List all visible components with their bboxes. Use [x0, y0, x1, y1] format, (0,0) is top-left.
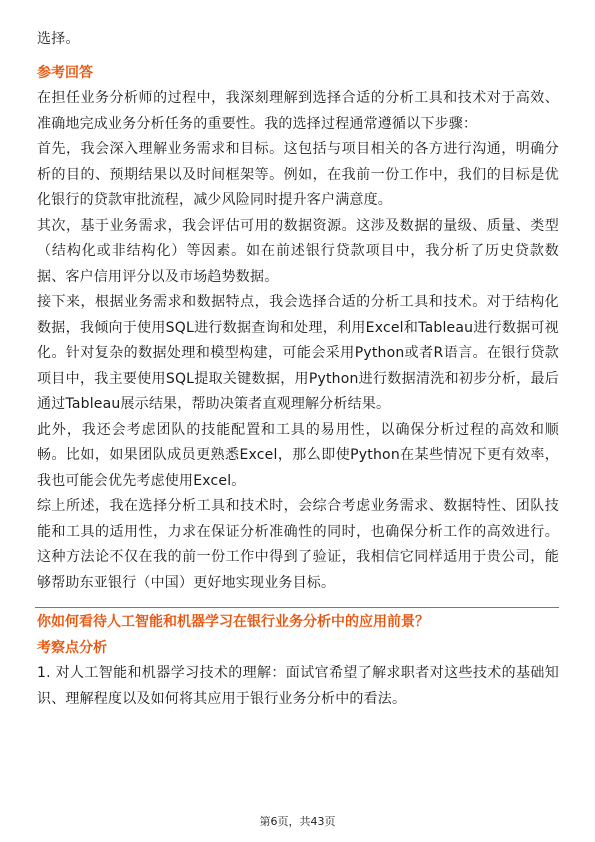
answer-paragraph: 综上所述，我在选择分析工具和技术时，会综合考虑业务需求、数据特性、团队技能和工具的适用性，力求在保证分析准确性的同时，也确保分析工作的高效进行。这种方法论不仅在我的前一份工作中得到了验证，我相信它同样适用于贵公司，能够帮助东亚银行（中国）更好地实现业务目标。 — [37, 498, 559, 591]
section-divider — [35, 607, 559, 608]
answer-paragraph: 首先，我会深入理解业务需求和目标。这包括与项目相关的各方进行沟通，明确分析的目的、预期结果以及时间框架等。例如，在我前一份工作中，我们的目标是优化银行的贷款审批流程，减少风险同时提升客户满意度。 — [37, 141, 559, 208]
analysis-label: 考察点分析 — [37, 639, 107, 656]
page-content — [37, 27, 559, 712]
answer-paragraph: 此外，我还会考虑团队的技能配置和工具的易用性，以确保分析过程的高效和顺畅。比如，如果团队成员更熟悉Excel，那么即使Python在某些情况下更有效率，我也可能会优先考虑使用Excel。 — [37, 421, 559, 489]
question-heading: 你如何看待人工智能和机器学习在银行业务分析中的应用前景？ — [37, 614, 429, 630]
analysis-paragraph: 1. 对人工智能和机器学习技术的理解：面试官希望了解求职者对这些技术的基础知识、理解程度以及如何将其应用于银行业务分析中的看法。 — [37, 665, 559, 707]
top-fragment: 选择。 — [37, 31, 80, 47]
page-footer: 第6页，共43页 — [259, 815, 336, 828]
answer-paragraph: 在担任业务分析师的过程中，我深刻理解到选择合适的分析工具和技术对于高效、准确地完成业务分析任务的重要性。我的选择过程通常遵循以下步骤： — [37, 90, 559, 132]
answer-label: 参考回答 — [37, 64, 93, 81]
answer-paragraph: 其次，基于业务需求，我会评估可用的数据资源。这涉及数据的量级、质量、类型（结构化或非结构化）等因素。如在前述银行贷款项目中，我分析了历史贷款数据、客户信用评分以及市场趋势数据。 — [37, 217, 559, 285]
answer-paragraph: 接下来，根据业务需求和数据特点，我会选择合适的分析工具和技术。对于结构化数据，我倾向于使用SQL进行数据查询和处理，利用Excel和Tableau进行数据可视化。针对复杂的数据处理和模型构建，可能会采用Python或者R语言。在银行贷款项目中，我主要使用SQL提取关键数据，用Python进行数据清洗和初步分析，最后通过Tableau展示结果，帮助决策者直观理解分析结果。 — [37, 294, 559, 412]
